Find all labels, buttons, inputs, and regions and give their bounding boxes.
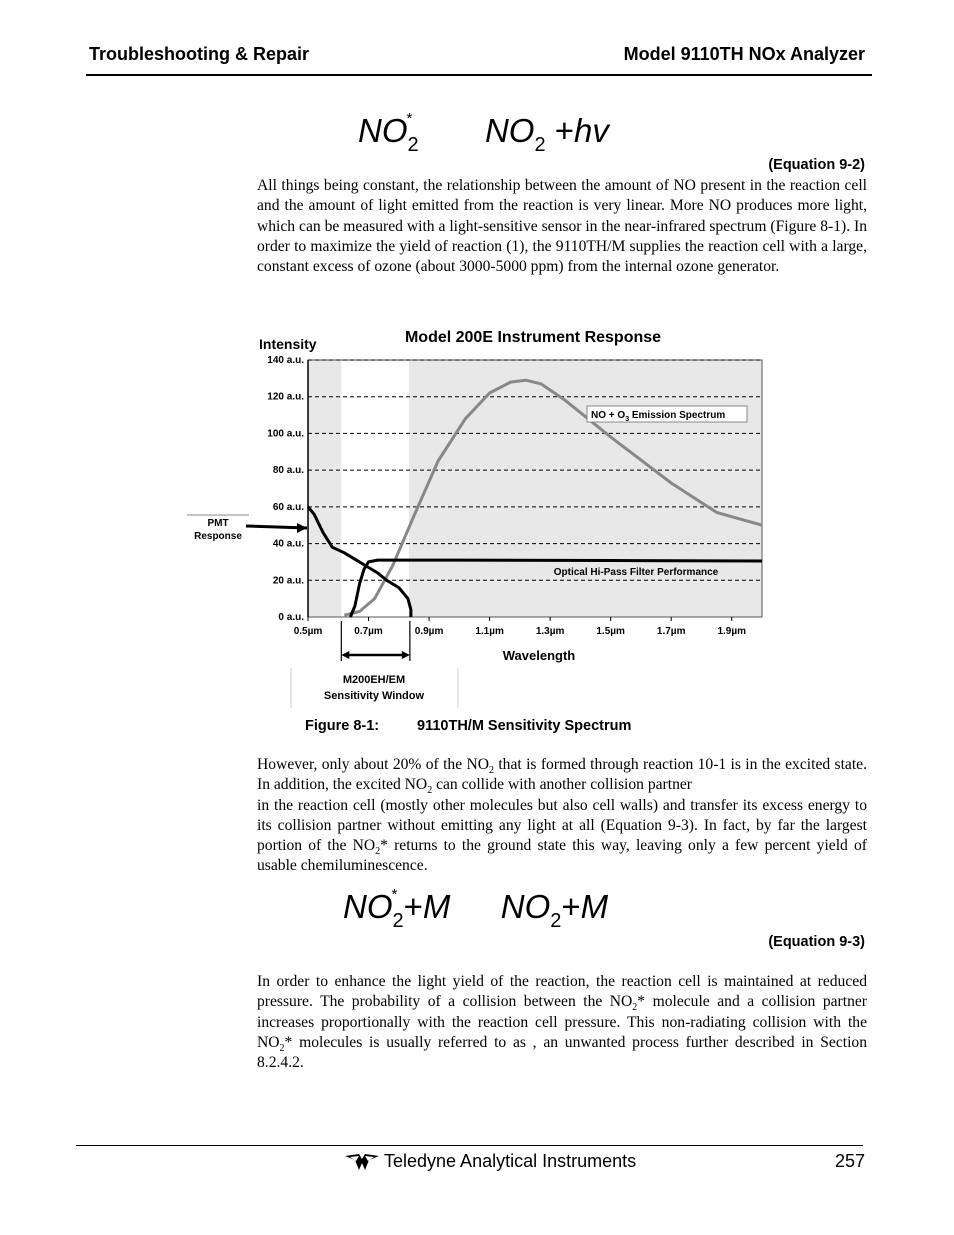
y-tick-labels	[267, 355, 304, 623]
y-tick-label: 20 a.u.	[272, 575, 304, 587]
x-tick-label: 0.9µm	[414, 626, 444, 637]
x-tick-label: 0.7µm	[354, 626, 383, 637]
sensitivity-spectrum-chart	[0, 320, 954, 730]
chart-title: Model 200E Instrument Response	[404, 329, 662, 346]
teledyne-logo-icon	[345, 1153, 379, 1171]
p3-text-2: * molecule and a collision partner increases proportionally with the reaction cell pressure. This non-radiating collision with the NO	[257, 993, 867, 1051]
filter-label: Optical Hi-Pass Filter Performance	[553, 567, 719, 578]
eq3-plus-2: +	[561, 888, 581, 925]
p3-sub-1: 2	[632, 1002, 638, 1014]
eq2-lhs-sup: *	[406, 110, 413, 127]
figure-caption	[305, 718, 631, 734]
p2-sub-2: 2	[427, 785, 433, 797]
eq3-rhs-sub: 2	[550, 910, 562, 932]
equation-9-2-label: (Equation 9-2)	[768, 157, 865, 173]
x-tick-label: 0.5µm	[293, 626, 323, 637]
header-right: Model 9110TH NOx Analyzer	[623, 44, 865, 64]
eq2-lhs: NO	[358, 112, 408, 149]
emission-label: NO + $O_3$ Emission Spectrum	[591, 410, 726, 423]
page-number: 257	[834, 1151, 865, 1171]
paragraph-2	[257, 755, 867, 877]
x-axis-label: Wavelength	[502, 648, 576, 663]
window-arrow-head-left	[341, 651, 349, 659]
x-tick-label: 1.1µm	[475, 626, 504, 637]
eq3-plus-1: +	[403, 888, 423, 925]
y-tick-label: 0 a.u.	[278, 612, 304, 623]
eq3-lhs-sub: 2	[392, 910, 404, 932]
y-tick-label: 100 a.u.	[267, 428, 304, 440]
equation-9-2	[358, 110, 609, 156]
eq3-lhs: NO	[343, 888, 393, 925]
paragraph-3	[257, 972, 867, 1073]
footer-company: Teledyne Analytical Instruments	[384, 1151, 637, 1171]
p2-text-4: in the reaction cell (mostly other molecules but also cell walls) and transfer its excess energy to its collision partner without emitting any light at all (Equation 9-3). In fact, by far the largest portion of the NO	[257, 796, 867, 855]
header-left: Troubleshooting & Repair	[89, 44, 310, 64]
y-tick-label: 80 a.u.	[272, 465, 304, 477]
pmt-arrow-head	[297, 523, 307, 533]
figure-number: Figure 8-1:	[305, 718, 380, 734]
p2-text-5: * returns to the ground state this way, leaving only a few percent yield of usable chemiluminescence.	[257, 837, 867, 875]
p2-text-2: that is formed through reaction 10-1 is in the excited state. In addition, the excited NO	[257, 756, 867, 794]
equation-9-3-label: (Equation 9-3)	[768, 934, 865, 950]
header-rule	[86, 74, 872, 76]
x-tick-label: 1.3µm	[535, 626, 565, 637]
eq3-m1: M	[422, 888, 451, 925]
eq2-rhs-sub: 2	[534, 134, 546, 156]
x-tick-label: 1.5µm	[596, 626, 625, 637]
eq3-m2: M	[580, 888, 609, 925]
p2-sub-1: 2	[489, 765, 494, 777]
p3-text-3: * molecules is usually referred to as , an unwanted process further described in Section 8.2.4.2.	[257, 1033, 867, 1072]
eq2-rhs: NO	[484, 112, 535, 149]
y-tick-label: 60 a.u.	[272, 501, 304, 513]
p2-text-3: can collide with another collision partner	[432, 776, 692, 794]
paragraph-1: All things being constant, the relationship between the amount of NO present in the reaction cell and the amount of light emitted from the reaction is very linear. More NO produces more light, which can be measured with a light-sensitive sensor in the near-infrared spectrum (Figure 8-1). In order to maximize the yield of reaction (1), the 9110TH/M supplies the reaction cell with a large, constant excess of ozone (about 3000-5000 ppm) from the internal ozone generator.	[257, 177, 867, 276]
eq2-lhs-sub: 2	[407, 134, 419, 156]
p3-text-1: In order to enhance the light yield of the reaction, the reaction cell is maintained at reduced pressure. The probability of a collision between the NO	[257, 973, 867, 1011]
pmt-label-line1: PMT	[207, 518, 229, 529]
pmt-label-line2: Response	[194, 531, 242, 542]
figure-title: 9110TH/M Sensitivity Spectrum	[417, 718, 632, 734]
window-arrow-head-right	[402, 651, 410, 659]
eq3-rhs: NO	[500, 888, 551, 925]
footer-rule	[76, 1145, 863, 1146]
window-label-line2: Sensitivity Window	[323, 690, 425, 702]
y-tick-label: 140 a.u.	[267, 355, 304, 366]
x-tick-label: 1.7µm	[656, 626, 686, 637]
p2-sub-3: 2	[375, 846, 381, 858]
y-tick-label: 120 a.u.	[267, 391, 304, 403]
y-tick-label: 40 a.u.	[272, 538, 304, 550]
p2-text-1: However, only about 20% of the NO	[257, 756, 489, 773]
y-axis-label: Intensity	[259, 336, 317, 352]
p3-sub-2: 2	[279, 1043, 285, 1054]
sensitivity-window-band	[341, 361, 409, 617]
x-tick-label: 1.9µm	[717, 626, 747, 637]
eq2-term: hv	[574, 112, 609, 149]
x-tick-labels	[294, 617, 746, 637]
equation-9-3	[343, 886, 609, 932]
eq3-lhs-sup: *	[391, 886, 398, 903]
window-label-line1: M200EH/EM	[342, 674, 406, 686]
eq2-plus: +	[554, 112, 575, 149]
